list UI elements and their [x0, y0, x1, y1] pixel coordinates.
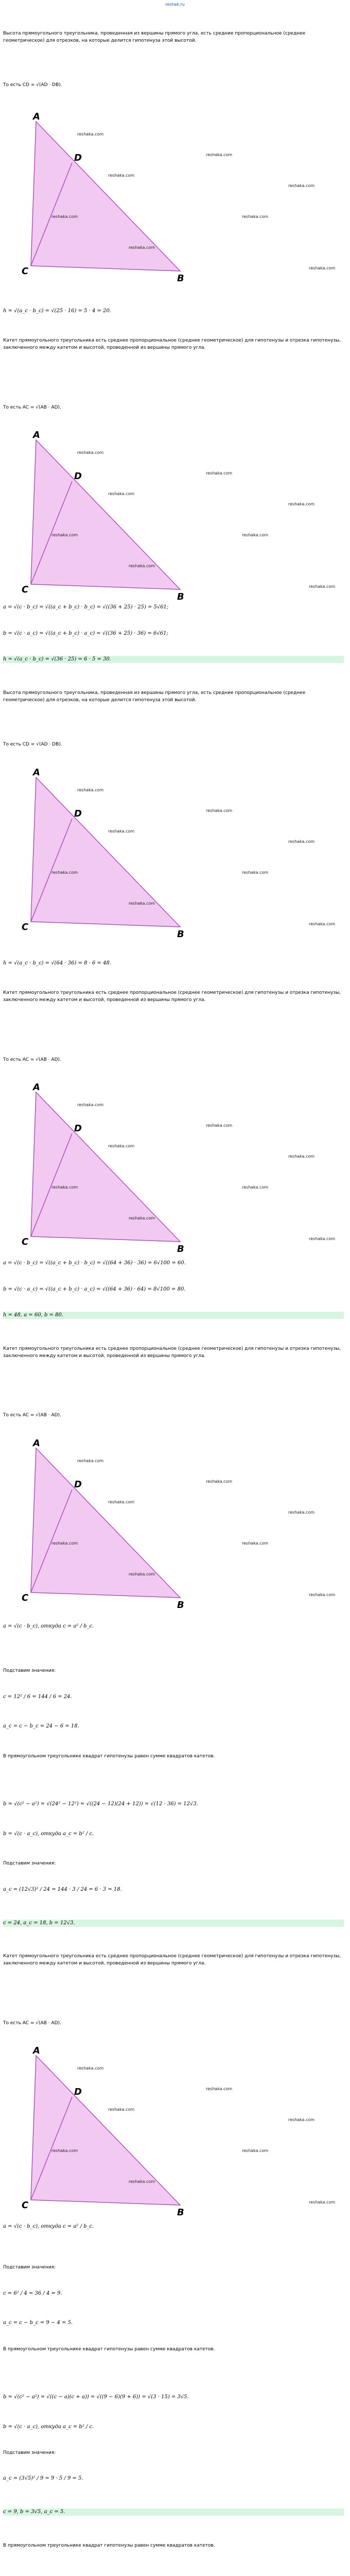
- text-paragraph: Катет прямоугольного треугольника есть среднее пропорциональное (среднее геометрическое) для гипотенузы и отрезка гипотенузы, заключенного между катетом и высотой, проведенной из вершины прямого угла.: [3, 338, 341, 350]
- triangle-figure: [10, 2045, 196, 2221]
- vertex-label-b: B: [177, 1244, 184, 1255]
- triangle-shape: [31, 2056, 180, 2205]
- formula-line: a = √(c · b_c), откуда c = a² / b_c.: [3, 1623, 94, 1629]
- watermark-text: reshaka.com: [206, 808, 233, 813]
- formula-line: c = 6² / 4 = 36 / 4 = 9.: [3, 2291, 62, 2296]
- watermark-text: reshaka.com: [288, 183, 315, 188]
- text-paragraph: Подставим значения:: [3, 2450, 56, 2455]
- watermark-text: reshaka.com: [129, 245, 155, 250]
- formula-line: h = √(a_c · b_c) = √(64 · 36) = 8 · 6 = 48.: [3, 960, 111, 966]
- text-paragraph: Подставим значения:: [3, 2265, 56, 2270]
- watermark-text: reshaka.com: [309, 2200, 336, 2205]
- vertex-label-c: C: [22, 584, 29, 595]
- watermark-text: reshaka.com: [206, 152, 233, 157]
- formula-line: c = 12² / 6 = 144 / 6 = 24.: [3, 1694, 72, 1700]
- vertex-label-a: A: [33, 1082, 40, 1093]
- vertex-label-c: C: [22, 1236, 29, 1247]
- text-paragraph: Подставим значения:: [3, 1861, 56, 1866]
- watermark-text: reshaka.com: [309, 1236, 336, 1241]
- vertex-label-a: A: [33, 2045, 40, 2056]
- formula-line: c = 24, a_c = 18, b = 12√3.: [3, 1920, 344, 1927]
- formula-line: a = √(c · b_c), откуда c = a² / b_c.: [3, 2224, 94, 2229]
- watermark-text: reshaka.com: [51, 214, 78, 219]
- text-paragraph: То есть CD = √(AD · DB).: [3, 82, 62, 88]
- watermark-text: reshaka.com: [242, 214, 269, 219]
- watermark-text: reshaka.com: [77, 1103, 104, 1107]
- vertex-label-a: A: [33, 767, 40, 778]
- formula-line: b = √(c · a_c) = √((a_c + b_c) · a_c) = √((36 + 25) · 36) = 6√61;: [3, 631, 168, 636]
- watermark-text: reshaka.com: [309, 1592, 336, 1597]
- vertex-label-b: B: [177, 273, 184, 284]
- vertex-label-c: C: [22, 266, 29, 277]
- watermark-text: reshaka.com: [51, 1541, 78, 1546]
- watermark-text: reshaka.com: [288, 1154, 315, 1159]
- watermark-text: reshaka.com: [242, 533, 269, 537]
- vertex-label-d: D: [74, 1479, 82, 1490]
- formula-line: a = √(c · b_c) = √((a_c + b_c) · b_c) = √((36 + 25) · 25) = 5√61;: [3, 604, 169, 610]
- formula-line: a = √(c · b_c) = √((a_c + b_c) · b_c) = √((64 + 36) · 36) = 6√100 = 60.: [3, 1260, 186, 1266]
- watermark-text: reshaka.com: [242, 2148, 269, 2153]
- vertex-label-b: B: [177, 591, 184, 602]
- watermark-text: reshaka.com: [77, 1459, 104, 1463]
- formula-line: a_c = (12√3)² / 24 = 144 · 3 / 24 = 6 · 3 = 18.: [3, 1887, 122, 1892]
- watermark-text: reshaka.com: [129, 564, 155, 568]
- text-paragraph: В прямоугольном треугольнике квадрат гипотенузы равен сумме квадратов катетов.: [3, 2543, 215, 2548]
- vertex-label-a: A: [33, 1438, 40, 1449]
- watermark-text: reshaka.com: [288, 1510, 315, 1515]
- triangle-shape: [31, 777, 180, 927]
- watermark-text: reshaka.com: [77, 788, 104, 792]
- triangle-shape: [31, 1448, 180, 1598]
- triangle-shape: [31, 122, 180, 271]
- vertex-label-c: C: [22, 1592, 29, 1603]
- watermark-text: reshaka.com: [129, 901, 155, 906]
- watermark-text: reshaka.com: [288, 502, 315, 506]
- watermark-text: reshaka.com: [108, 1144, 135, 1148]
- watermark-text: reshaka.com: [242, 870, 269, 875]
- text-paragraph: Подставим значения:: [3, 1668, 56, 1673]
- watermark-text: reshaka.com: [51, 870, 78, 875]
- text-paragraph: В прямоугольном треугольнике квадрат гипотенузы равен сумме квадратов катетов.: [3, 2347, 215, 2352]
- watermark-text: reshaka.com: [206, 1123, 233, 1128]
- watermark-text: reshaka.com: [242, 1185, 269, 1190]
- triangle-shape: [31, 1092, 180, 1242]
- vertex-label-d: D: [74, 152, 82, 163]
- watermark-text: reshaka.com: [206, 2087, 233, 2091]
- watermark-text: reshaka.com: [108, 829, 135, 834]
- triangle-figure: [10, 1438, 196, 1613]
- watermark-text: reshaka.com: [242, 1541, 269, 1546]
- formula-line: h = √(a_c · b_c) = √(36 · 25) = 6 · 5 = 30.: [3, 656, 344, 663]
- vertex-label-a: A: [33, 430, 40, 440]
- watermark-text: reshaka.com: [206, 471, 233, 476]
- text-paragraph: Катет прямоугольного треугольника есть среднее пропорциональное (среднее геометрическое) для гипотенузы и отрезка гипотенузы, заключенного между катетом и высотой, проведенной из вершины прямого угла.: [3, 990, 341, 1003]
- vertex-label-c: C: [22, 2200, 29, 2211]
- text-paragraph: Высота прямоугольного треугольника, проведенная из вершины прямого угла, есть средние пропорциональное (среднее геометрическое) для отрезков, на которые делится гипотенуза этой высотой.: [3, 31, 306, 43]
- watermark-text: reshaka.com: [309, 266, 336, 270]
- watermark-text: reshaka.com: [51, 1185, 78, 1190]
- text-paragraph: Катет прямоугольного треугольника есть среднее пропорциональное (среднее геометрическое) для гипотенузы и отрезка гипотенузы, заключенного между катетом и высотой, проведенной из вершины прямого угла.: [3, 1346, 341, 1359]
- vertex-label-b: B: [177, 2207, 184, 2218]
- watermark-text: reshaka.com: [288, 839, 315, 844]
- formula-line: h = √(a_c · b_c) = √(25 · 16) = 5 · 4 = 20.: [3, 308, 111, 314]
- vertex-label-a: A: [33, 111, 40, 122]
- formula-line: a_c = c − b_c = 9 − 4 = 5.: [3, 2320, 73, 2326]
- watermark-text: reshaka.com: [108, 492, 135, 496]
- watermark-text: reshaka.com: [288, 2117, 315, 2122]
- watermark-text: reshaka.com: [129, 2179, 155, 2184]
- vertex-label-c: C: [22, 922, 29, 933]
- triangle-figure: [10, 430, 196, 605]
- formula-line: b = √(c · a_c), откуда a_c = b² / c.: [3, 1831, 94, 1837]
- watermark-text: reshaka.com: [108, 2107, 135, 2112]
- formula-line: b = √(c² − a²) = √(24² − 12²) = √((24 − 12)(24 + 12)) = √(12 · 36) = 12√3.: [3, 1801, 198, 1807]
- watermark-text: reshaka.com: [51, 533, 78, 537]
- formula-line: b = √(c · a_c) = √((a_c + b_c) · a_c) = √((64 + 36) · 64) = 8√100 = 80.: [3, 1286, 186, 1292]
- vertex-label-d: D: [74, 471, 82, 482]
- text-paragraph: То есть AC = √(AB · AD).: [3, 405, 61, 410]
- watermark-text: reshaka.com: [108, 173, 135, 178]
- watermark-text: reshaka.com: [108, 1500, 135, 1504]
- watermark-text: reshaka.com: [129, 1572, 155, 1577]
- text-paragraph: В прямоугольном треугольнике квадрат гипотенузы равен сумме квадратов катетов.: [3, 1754, 215, 1759]
- triangle-figure: [10, 1082, 196, 1257]
- formula-line: b = √(c² − a²) = √((c − a)(c + a)) = √((9 − 6)(9 + 6)) = √(3 · 15) = 3√5.: [3, 2394, 189, 2400]
- watermark-text: reshaka.com: [77, 2066, 104, 2071]
- text-paragraph: То есть CD = √(AD · DB).: [3, 742, 62, 747]
- vertex-label-d: D: [74, 1123, 82, 1134]
- watermark-text: reshaka.com: [77, 132, 104, 137]
- formula-line: a_c = (3√5)² / 9 = 9 · 5 / 9 = 5.: [3, 2476, 83, 2481]
- formula-line: c = 9, b = 3√5, a_c = 5.: [3, 2509, 344, 2516]
- text-paragraph: То есть AC = √(AB · AD).: [3, 1413, 61, 1418]
- triangle-figure: [10, 767, 196, 942]
- formula-line: a_c = c − b_c = 24 − 6 = 18.: [3, 1723, 79, 1729]
- vertex-label-d: D: [74, 808, 82, 819]
- watermark-text: reshaka.com: [129, 1216, 155, 1221]
- site-header-link[interactable]: reshak.ru: [165, 2, 185, 7]
- formula-line: h = 48, a = 60, b = 80.: [3, 1312, 344, 1319]
- watermark-text: reshaka.com: [51, 2148, 78, 2153]
- vertex-label-b: B: [177, 929, 184, 940]
- vertex-label-d: D: [74, 2087, 82, 2097]
- watermark-text: reshaka.com: [309, 584, 336, 589]
- text-paragraph: Катет прямоугольного треугольника есть среднее пропорциональное (среднее геометрическое) для гипотенузы и отрезка гипотенузы, заключенного между катетом и высотой, проведенной из вершины прямого угла.: [3, 1954, 341, 1966]
- watermark-text: reshaka.com: [77, 450, 104, 455]
- text-paragraph: То есть AC = √(AB · AD).: [3, 1057, 61, 1062]
- triangle-shape: [31, 440, 180, 589]
- vertex-label-b: B: [177, 1600, 184, 1611]
- watermark-text: reshaka.com: [309, 922, 336, 926]
- text-paragraph: Высота прямоугольного треугольника, проведенная из вершины прямого угла, есть средние пропорциональное (среднее геометрическое) для отрезков, на которые делится гипотенуза этой высотой.: [3, 690, 306, 703]
- triangle-figure: [10, 111, 196, 286]
- formula-line: b = √(c · a_c), откуда a_c = b² / c.: [3, 2424, 94, 2430]
- watermark-text: reshaka.com: [206, 1479, 233, 1484]
- text-paragraph: То есть AC = √(AB · AD).: [3, 2021, 61, 2026]
